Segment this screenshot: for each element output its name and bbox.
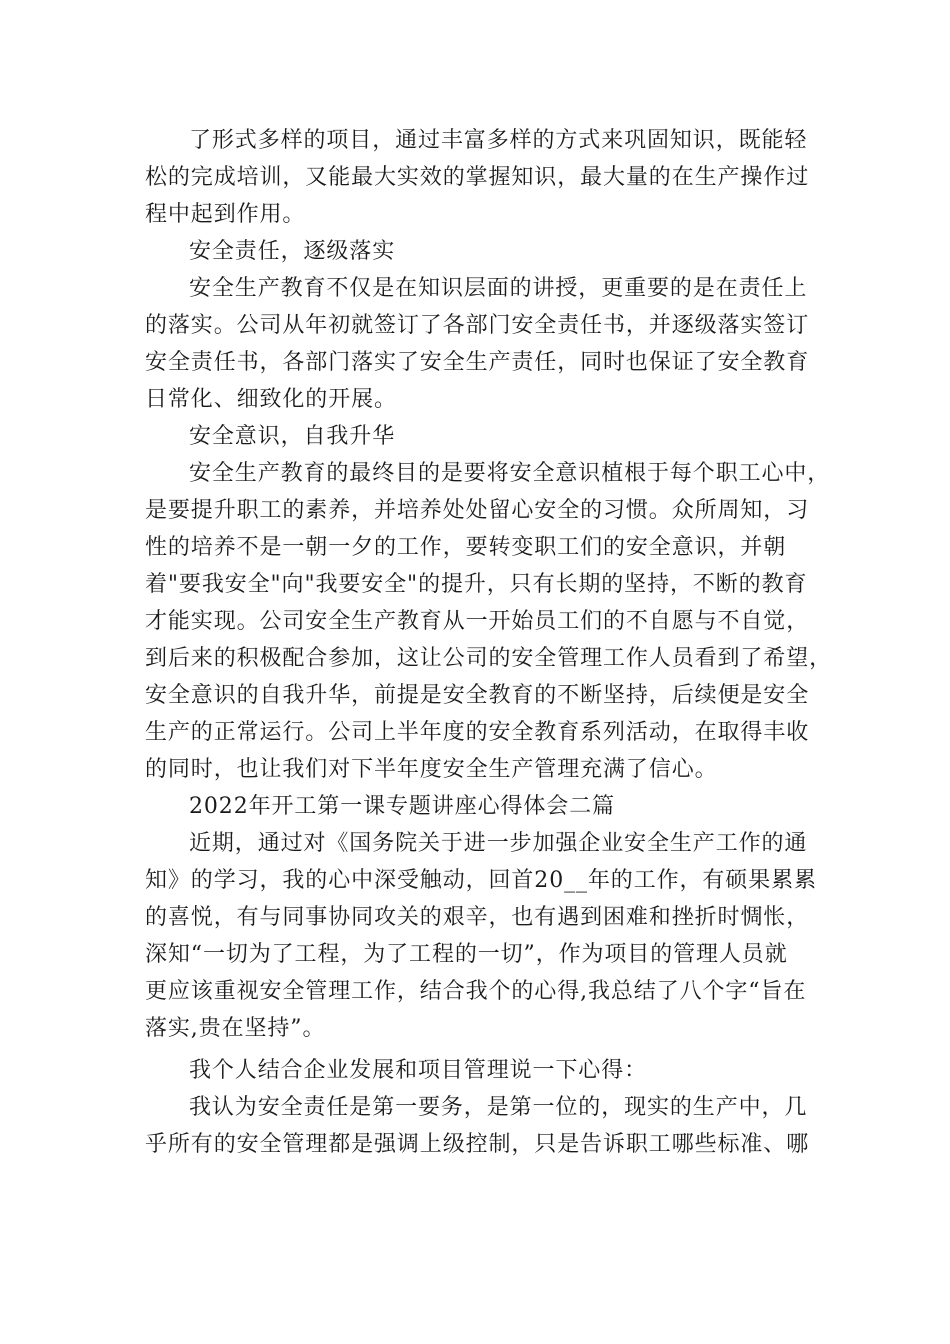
section-heading: 安全责任，逐级落实 bbox=[189, 239, 396, 264]
text-line: 程中起到作用。 bbox=[145, 202, 306, 227]
text-line: 近期，通过对《国务院关于进一步加强企业安全生产工作的通 bbox=[189, 831, 808, 856]
text-line: 落实,贵在坚持”。 bbox=[145, 1016, 326, 1041]
text-line: 乎所有的安全管理都是强调上级控制，只是告诉职工哪些标准、哪 bbox=[145, 1132, 810, 1157]
text-line: 我个人结合企业发展和项目管理说一下心得： bbox=[189, 1058, 648, 1083]
text-line: 性的培养不是一朝一夕的工作，要转变职工们的安全意识，并朝 bbox=[145, 535, 787, 560]
text-line: 了形式多样的项目，通过丰富多样的方式来巩固知识，既能轻 bbox=[189, 128, 808, 153]
text-line: 是要提升职工的素养，并培养处处留心安全的习惯。众所周知，习 bbox=[145, 498, 810, 523]
article-title: 2022年开工第一课专题讲座心得体会二篇 bbox=[189, 794, 615, 819]
text-line: 安全生产教育不仅是在知识层面的讲授，更重要的是在责任上 bbox=[189, 276, 808, 301]
text-line: 的同时，也让我们对下半年度安全生产管理充满了信心。 bbox=[145, 757, 718, 782]
text-line: 安全生产教育的最终目的是要将安全意识植根于每个职工心中， bbox=[189, 461, 831, 486]
text-line: 知》的学习，我的心中深受触动，回首20__年的工作，有硕果累累 bbox=[145, 868, 817, 893]
text-line: 我认为安全责任是第一要务，是第一位的，现实的生产中，几 bbox=[189, 1095, 808, 1120]
text-line: 着"要我安全"向"我要安全"的提升，只有长期的坚持，不断的教育 bbox=[145, 572, 808, 597]
text-line: 安全意识的自我升华，前提是安全教育的不断坚持，后续便是安全 bbox=[145, 683, 810, 708]
text-line: 安全责任书，各部门落实了安全生产责任，同时也保证了安全教育 bbox=[145, 350, 810, 375]
text-line: 松的完成培训，又能最大实效的掌握知识，最大量的在生产操作过 bbox=[145, 165, 810, 190]
text-line: 深知“一切为了工程，为了工程的一切”，作为项目的管理人员就 bbox=[145, 942, 788, 967]
document-body bbox=[145, 122, 833, 1163]
text-line: 的落实。公司从年初就签订了各部门安全责任书，并逐级落实签订 bbox=[145, 313, 810, 338]
text-line: 到后来的积极配合参加，这让公司的安全管理工作人员看到了希望， bbox=[145, 646, 833, 671]
text-line: 更应该重视安全管理工作，结合我个的心得,我总结了八个字“旨在 bbox=[145, 979, 807, 1004]
text-line: 生产的正常运行。公司上半年度的安全教育系列活动，在取得丰收 bbox=[145, 720, 810, 745]
text-line: 的喜悦，有与同事协同攻关的艰辛，也有遇到困难和挫折时惆怅， bbox=[145, 905, 810, 930]
text-line: 日常化、细致化的开展。 bbox=[145, 387, 397, 412]
text-line: 才能实现。公司安全生产教育从一开始员工们的不自愿与不自觉， bbox=[145, 609, 810, 634]
section-heading: 安全意识，自我升华 bbox=[189, 424, 396, 449]
